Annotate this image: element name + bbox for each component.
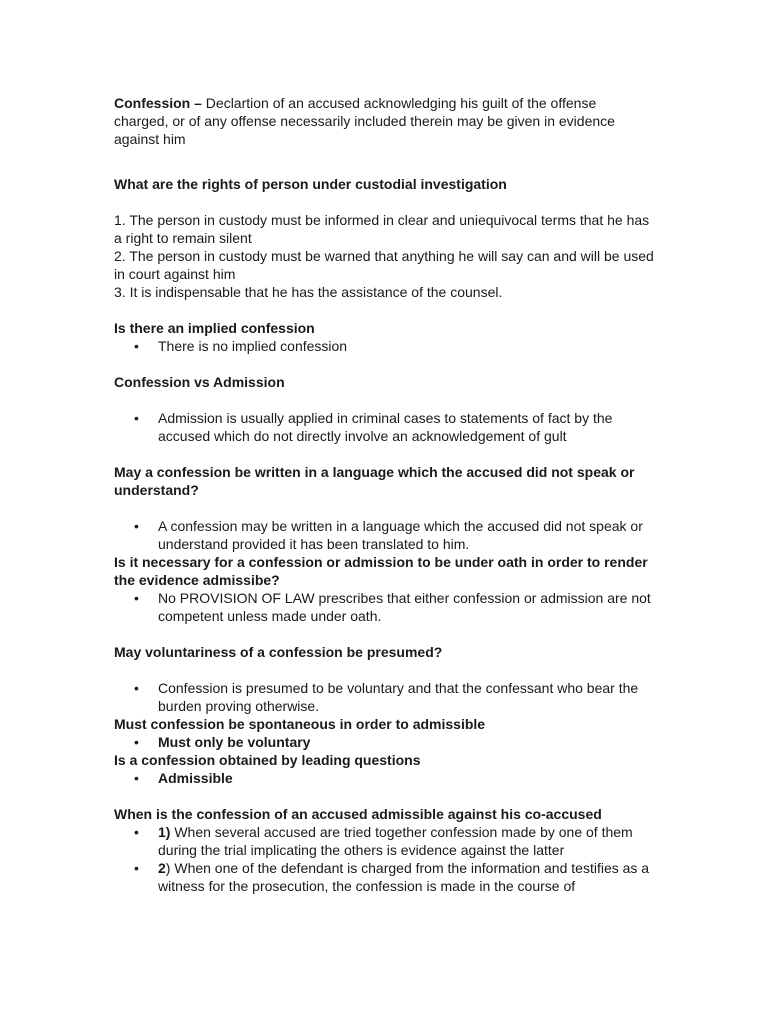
- coaccused-text-1: When several accused are tried together confession made by one of them during the trial implicating the others is evidence against the latter: [158, 824, 633, 858]
- language-bullet: • A confession may be written in a language which the accused did not speak or understand provided it has been translated to him.: [114, 517, 654, 553]
- spontaneous-list: [114, 733, 654, 751]
- language-heading: May a confession be written in a language which the accused did not speak or understand?: [114, 464, 635, 498]
- definition-term: Confession –: [114, 95, 202, 111]
- leading-bullet: • Admissible: [114, 769, 654, 787]
- rights-item-2: 2. The person in custody must be warned that anything he will say can and will be used in court against him: [114, 248, 654, 282]
- implied-bullet: • There is no implied confession: [114, 337, 654, 355]
- rights-item-3: 3. It is indispensable that he has the assistance of the counsel.: [114, 284, 503, 300]
- coaccused-num-2: 2: [158, 860, 166, 876]
- confession-definition: [114, 94, 654, 148]
- definition-text: Declartion of an accused acknowledging his guilt of the offense charged, or of any offense necessarily included therein may be given in evidence against him: [114, 95, 615, 147]
- document-body: [114, 94, 654, 895]
- implied-heading: Is there an implied confession: [114, 320, 315, 336]
- spontaneous-heading: Must confession be spontaneous in order to admissible: [114, 716, 486, 732]
- coaccused-bullet-2: [114, 859, 654, 895]
- leading-list: [114, 769, 654, 787]
- voluntariness-heading: May voluntariness of a confession be presumed?: [114, 644, 443, 660]
- versus-bullet: • Admission is usually applied in criminal cases to statements of fact by the accused which do not directly involve an acknowledgement of gult: [114, 409, 654, 445]
- voluntariness-list: [114, 679, 654, 715]
- coaccused-num-1: 1): [158, 824, 171, 840]
- voluntariness-bullet: • Confession is presumed to be voluntary and that the confessant who bear the burden proving otherwise.: [114, 679, 654, 715]
- coaccused-text-2: ) When one of the defendant is charged from the information and testifies as a witness for the prosecution, the confession is made in the course of: [158, 860, 650, 894]
- versus-list: [114, 409, 654, 445]
- spontaneous-bullet: • Must only be voluntary: [114, 733, 654, 751]
- oath-heading: Is it necessary for a confession or admission to be under oath in order to render the evidence admissibe?: [114, 554, 648, 588]
- oath-bullet: • No PROVISION OF LAW prescribes that either confession or admission are not competent unless made under oath.: [114, 589, 654, 625]
- coaccused-bullet-1: [114, 823, 654, 859]
- coaccused-heading: When is the confession of an accused admissible against his co-accused: [114, 806, 602, 822]
- leading-heading: Is a confession obtained by leading questions: [114, 752, 421, 768]
- rights-item-1: 1. The person in custody must be informed in clear and uniequivocal terms that he has a right to remain silent: [114, 212, 650, 246]
- coaccused-list: [114, 823, 654, 895]
- versus-heading: Confession vs Admission: [114, 374, 285, 390]
- implied-list: [114, 337, 654, 355]
- rights-heading: What are the rights of person under custodial investigation: [114, 176, 507, 192]
- oath-list: [114, 589, 654, 625]
- language-list: [114, 517, 654, 553]
